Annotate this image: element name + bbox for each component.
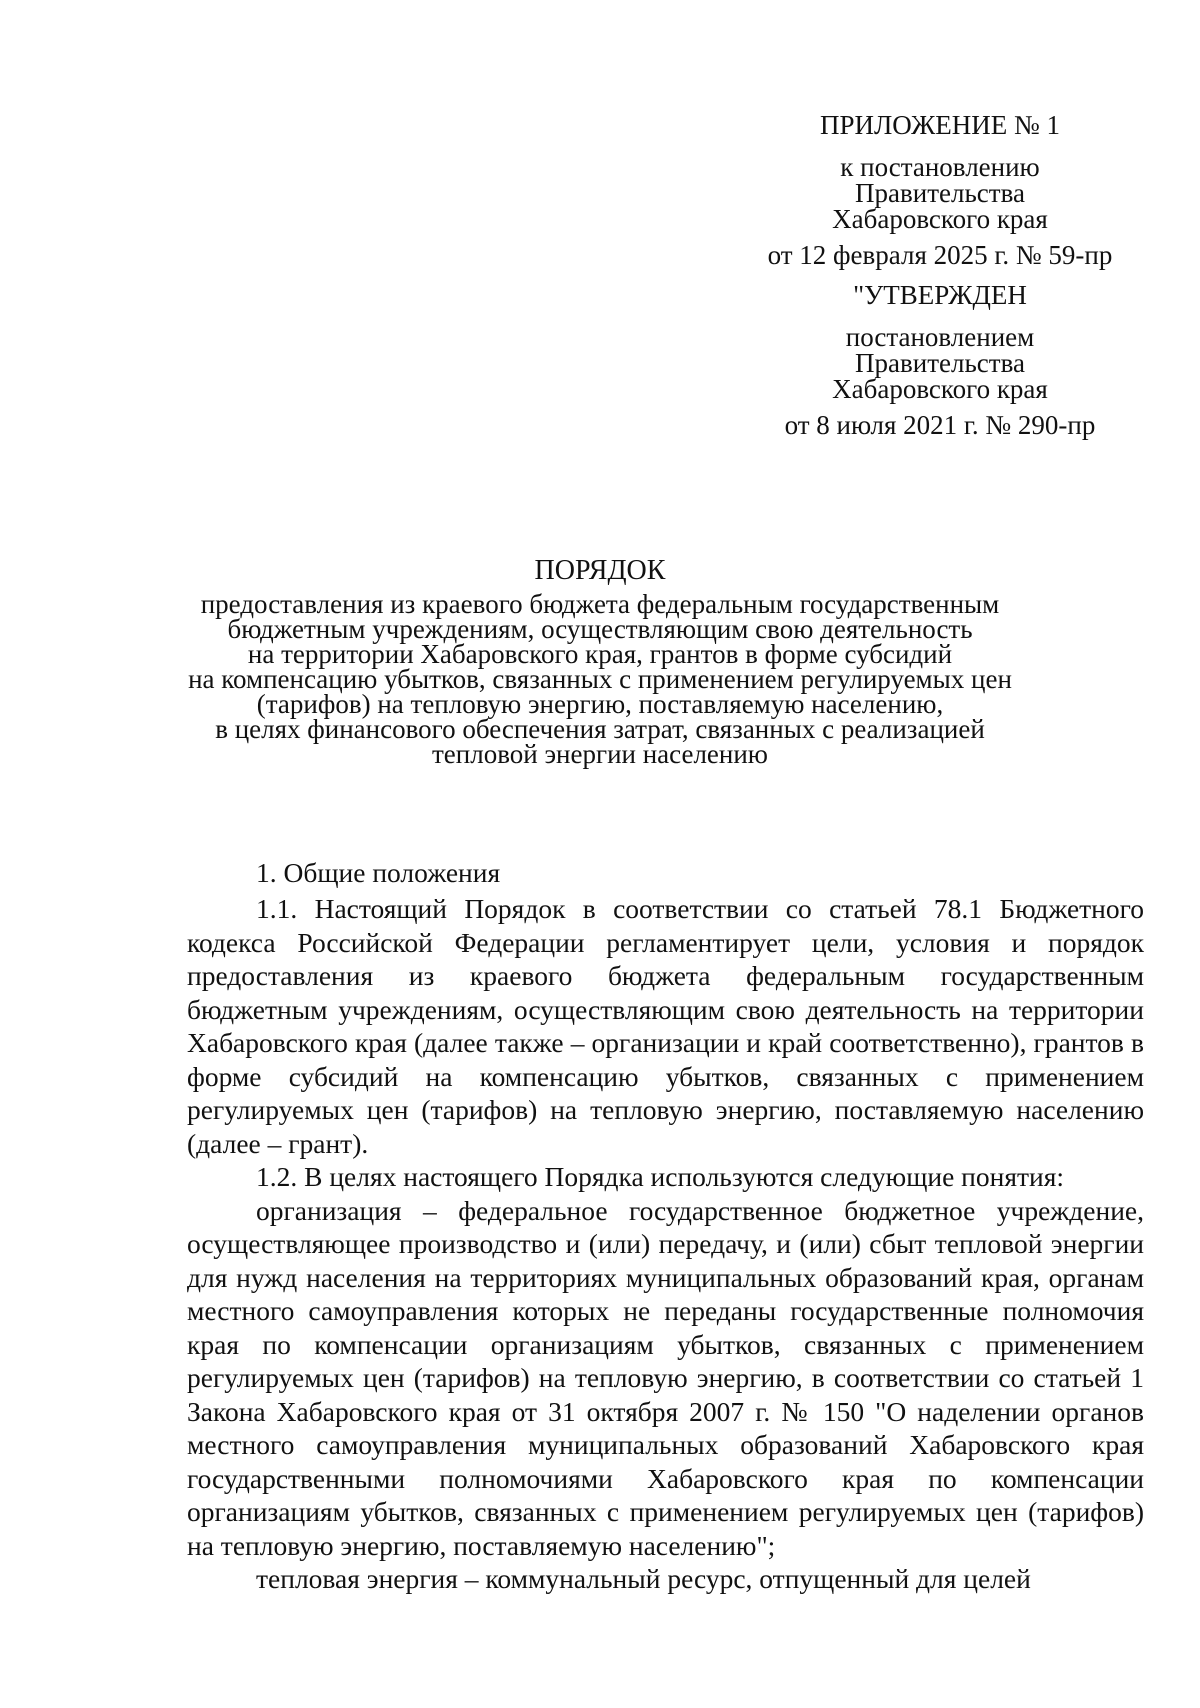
subtitle-line: (тарифов) на тепловую энергию, поставляемую населению, [256,689,944,719]
subtitle-line: предоставления из краевого бюджета федеральным государственным [200,589,1000,619]
approved-date: от 8 июля 2021 г. № 290-пр [784,410,1096,440]
approved-line-3: Хабаровского края [832,374,1048,404]
paragraph-1-2: 1.2. В целях настоящего Порядка используются следующие понятия: [256,1161,1065,1192]
appendix-line-3: Хабаровского края [832,204,1048,234]
subtitle-line: в целях финансового обеспечения затрат, связанных с реализацией [215,714,985,744]
appendix-block [740,112,1140,268]
appendix-line-1: к постановлению [840,152,1040,182]
approved-title: "УТВЕРЖДЕН [853,280,1027,310]
subtitle-line: на компенсацию убытков, связанных с применением регулируемых цен [188,664,1012,694]
paragraph-definition-heat-energy: тепловая энергия – коммунальный ресурс, отпущенный для целей [256,1563,1031,1594]
section-heading: 1. Общие положения [256,857,501,888]
subtitle-line: бюджетным учреждениям, осуществляющим свою деятельность [227,614,973,644]
appendix-title: ПРИЛОЖЕНИЕ № 1 [819,110,1061,140]
document-title: ПОРЯДОК [534,555,666,586]
approved-line-1: постановлением [845,322,1035,352]
document-subtitle [150,589,1050,769]
subtitle-line: на территории Хабаровского края, грантов в форме субсидий [247,639,953,669]
body-text [187,892,1144,1596]
paragraph-1-1: 1.1. Настоящий Порядок в соответствии со статьей 78.1 Бюджетного кодекса Российской Федерации регламентирует цели, условия и порядок предоставления из краевого бюджета федеральным государственным бюджетным учреждениям, осуществляющим свою деятельность на территории Хабаровского края (далее также – организации и край соответственно), грантов в форме субсидий на компенсацию убытков, связанных с применением регулируемых цен (тарифов) на тепловую энергию, поставляемую населению (далее – грант). [187,893,1144,1159]
appendix-date: от 12 февраля 2025 г. № 59-пр [767,240,1113,270]
paragraph-definition-organization: организация – федеральное государственное бюджетное учреждение, осуществляющее производство и (или) передачу, и (или) сбыт тепловой энергии для нужд населения на территориях муниципальных образований края, органам местного самоуправления которых не переданы государственные полномочия края по компенсации организациям убытков, связанных с применением регулируемых цен (тарифов) на тепловую энергию, в соответствии со статьей 1 Закона Хабаровского края от 31 октября 2007 г. № 150 "О наделении органов местного самоуправления муниципальных образований Хабаровского края государственными полномочиями Хабаровского края по компенсации организациям убытков, связанных с применением регулируемых цен (тарифов) на тепловую энергию, поставляемую населению"; [187,1194,1144,1561]
approved-block [740,282,1140,438]
appendix-line-2: Правительства [855,178,1025,208]
subtitle-line: тепловой энергии населению [432,739,768,769]
approved-line-2: Правительства [855,348,1025,378]
